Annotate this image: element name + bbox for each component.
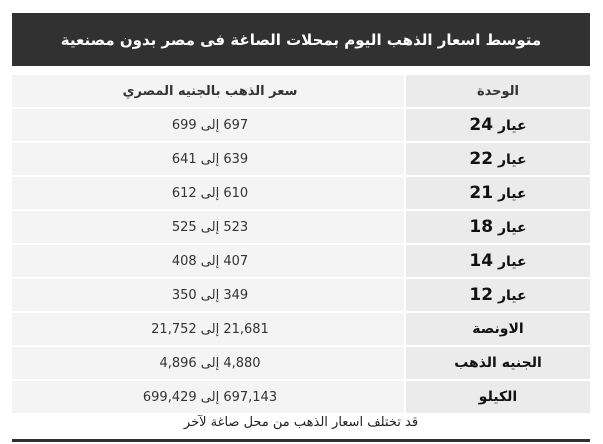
- unit-cell: الجنيه الذهب: [406, 347, 590, 379]
- price-cell: 639 إلى 641: [12, 143, 406, 175]
- unit-label: عيار: [493, 152, 527, 168]
- price-cell: 697 إلى 699: [12, 109, 406, 141]
- unit-cell: [406, 143, 590, 175]
- karat-number: 18: [469, 217, 494, 237]
- table-row: [12, 381, 590, 413]
- price-cell: 610 إلى 612: [12, 177, 406, 209]
- table-row: [12, 347, 590, 379]
- karat-number: 21: [469, 183, 494, 203]
- price-cell: 349 إلى 350: [12, 279, 406, 311]
- karat-number: 22: [469, 149, 494, 169]
- price-disclaimer: قد تختلف اسعار الذهب من محل صاغة لآخر: [183, 415, 419, 430]
- table-row: [12, 245, 590, 277]
- table-row: [12, 211, 590, 243]
- karat-number: 24: [469, 115, 494, 135]
- unit-label: عيار: [493, 220, 527, 236]
- table-row: [12, 143, 590, 175]
- unit-label: عيار: [493, 254, 527, 270]
- karat-number: 14: [469, 251, 494, 271]
- unit-cell: [406, 211, 590, 243]
- unit-cell: [406, 177, 590, 209]
- unit-cell: [406, 109, 590, 141]
- unit-label: عيار: [493, 186, 527, 202]
- price-cell: 407 إلى 408: [12, 245, 406, 277]
- table-header-row: [12, 75, 590, 107]
- unit-label: عيار: [493, 288, 527, 304]
- price-cell: 4,880 إلى 4,896: [12, 347, 406, 379]
- header-unit: الوحدة: [406, 75, 590, 107]
- table-row: [12, 109, 590, 141]
- gold-price-card: [12, 13, 590, 442]
- header-price: سعر الذهب بالجنيه المصري: [12, 75, 406, 107]
- table-title: متوسط اسعار الذهب اليوم بمحلات الصاغة فى مصر بدون مصنعية: [12, 13, 590, 66]
- unit-cell: [406, 245, 590, 277]
- unit-cell: الاونصة: [406, 313, 590, 345]
- unit-cell: الكيلو: [406, 381, 590, 413]
- unit-label: عيار: [493, 118, 527, 134]
- bottom-divider: [12, 439, 590, 442]
- price-cell: 697,143 إلى 699,429: [12, 381, 406, 413]
- price-cell: 523 إلى 525: [12, 211, 406, 243]
- karat-number: 12: [469, 285, 494, 305]
- table-row: [12, 279, 590, 311]
- table-row: [12, 177, 590, 209]
- table-row: [12, 313, 590, 345]
- gold-price-table: [12, 73, 590, 415]
- price-cell: 21,681 إلى 21,752: [12, 313, 406, 345]
- unit-cell: [406, 279, 590, 311]
